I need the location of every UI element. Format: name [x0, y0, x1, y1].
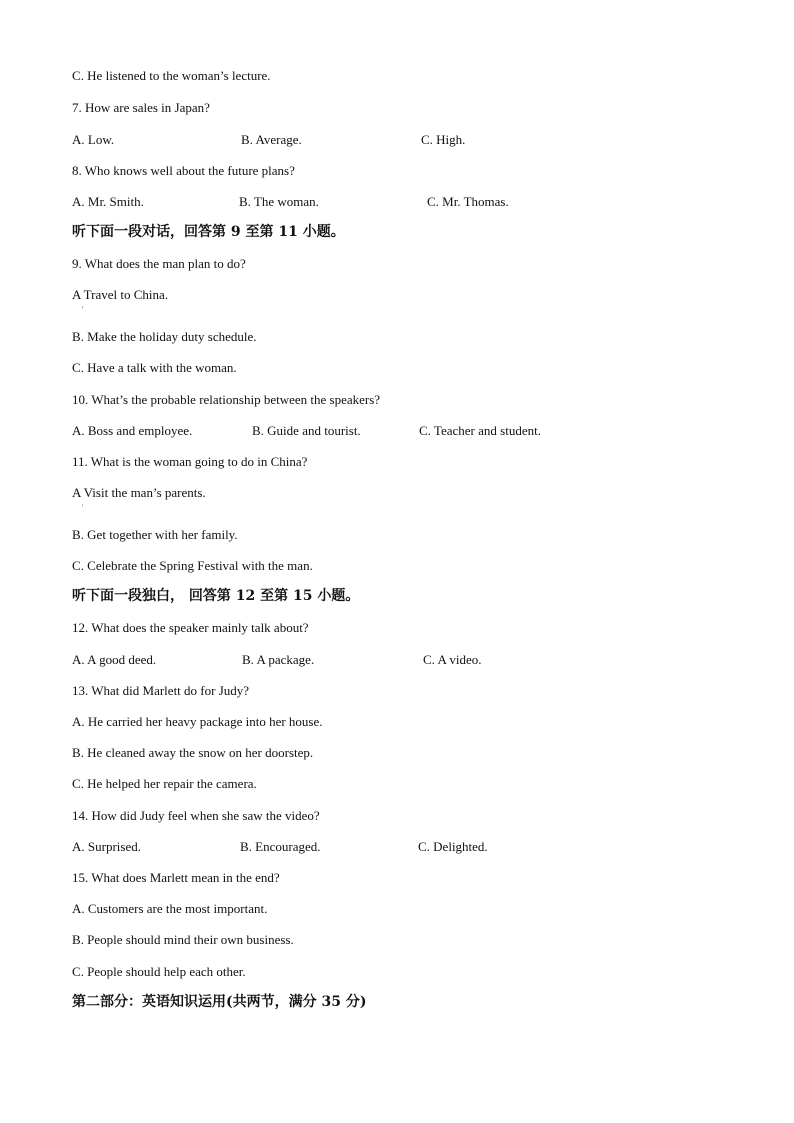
question-9: 9. What does the man plan to do?	[72, 256, 246, 271]
q12-option-a: A. A good deed.	[72, 652, 157, 667]
question-12: 12. What does the speaker mainly talk about?	[72, 620, 309, 635]
q14-option-a: A. Surprised.	[72, 839, 141, 854]
q8-option-b: B. The woman.	[239, 194, 319, 209]
q12-option-b: B. A package.	[242, 652, 315, 667]
q12-option-c: C. A video.	[423, 652, 482, 667]
q13-option-b: B. He cleaned away the snow on her doorstep.	[72, 745, 314, 760]
q10-option-c: C. Teacher and student.	[419, 423, 541, 438]
q10-option-b: B. Guide and tourist.	[252, 423, 361, 438]
q14-option-b: B. Encouraged.	[240, 839, 321, 854]
q8-option-a: A. Mr. Smith.	[72, 194, 144, 209]
period-mark: '	[82, 305, 84, 314]
q9-option-b: B. Make the holiday duty schedule.	[72, 329, 257, 344]
period-mark: '	[82, 503, 84, 512]
question-10: 10. What’s the probable relationship between the speakers?	[72, 392, 381, 407]
q7-option-a: A. Low.	[72, 132, 115, 147]
q6-option-c: C. He listened to the woman’s lecture.	[72, 68, 271, 83]
q11-option-b: B. Get together with her family.	[72, 527, 238, 542]
question-8: 8. Who knows well about the future plans?	[72, 163, 295, 178]
question-7: 7. How are sales in Japan?	[72, 100, 210, 115]
question-15: 15. What does Marlett mean in the end?	[72, 870, 280, 885]
q8-option-c: C. Mr. Thomas.	[427, 194, 509, 209]
q13-option-c: C. He helped her repair the camera.	[72, 776, 257, 791]
q9-option-c: C. Have a talk with the woman.	[72, 360, 237, 375]
q10-option-a: A. Boss and employee.	[72, 423, 193, 438]
part-two-heading: 第二部分：英语知识运用(共两节，满分 35 分)	[72, 994, 367, 1010]
q7-option-b: B. Average.	[241, 132, 302, 147]
q15-option-a: A. Customers are the most important.	[72, 901, 268, 916]
question-11: 11. What is the woman going to do in China?	[72, 454, 308, 469]
q14-option-c: C. Delighted.	[418, 839, 488, 854]
q11-option-c: C. Celebrate the Spring Festival with the man.	[72, 558, 313, 573]
q13-option-a: A. He carried her heavy package into her house.	[72, 714, 323, 729]
q15-option-b: B. People should mind their own business.	[72, 932, 294, 947]
section-heading-dialogue: 听下面一段对话，回答第 9 至第 11 小题。	[72, 224, 345, 240]
question-13: 13. What did Marlett do for Judy?	[72, 683, 250, 698]
q11-option-a: A Visit the man’s parents.	[72, 485, 206, 500]
q15-option-c: C. People should help each other.	[72, 964, 246, 979]
q7-option-c: C. High.	[421, 132, 466, 147]
question-14: 14. How did Judy feel when she saw the video?	[72, 808, 320, 823]
section-heading-monologue: 听下面一段独白， 回答第 12 至第 15 小题。	[72, 588, 360, 604]
q9-option-a: A Travel to China.	[72, 287, 169, 302]
